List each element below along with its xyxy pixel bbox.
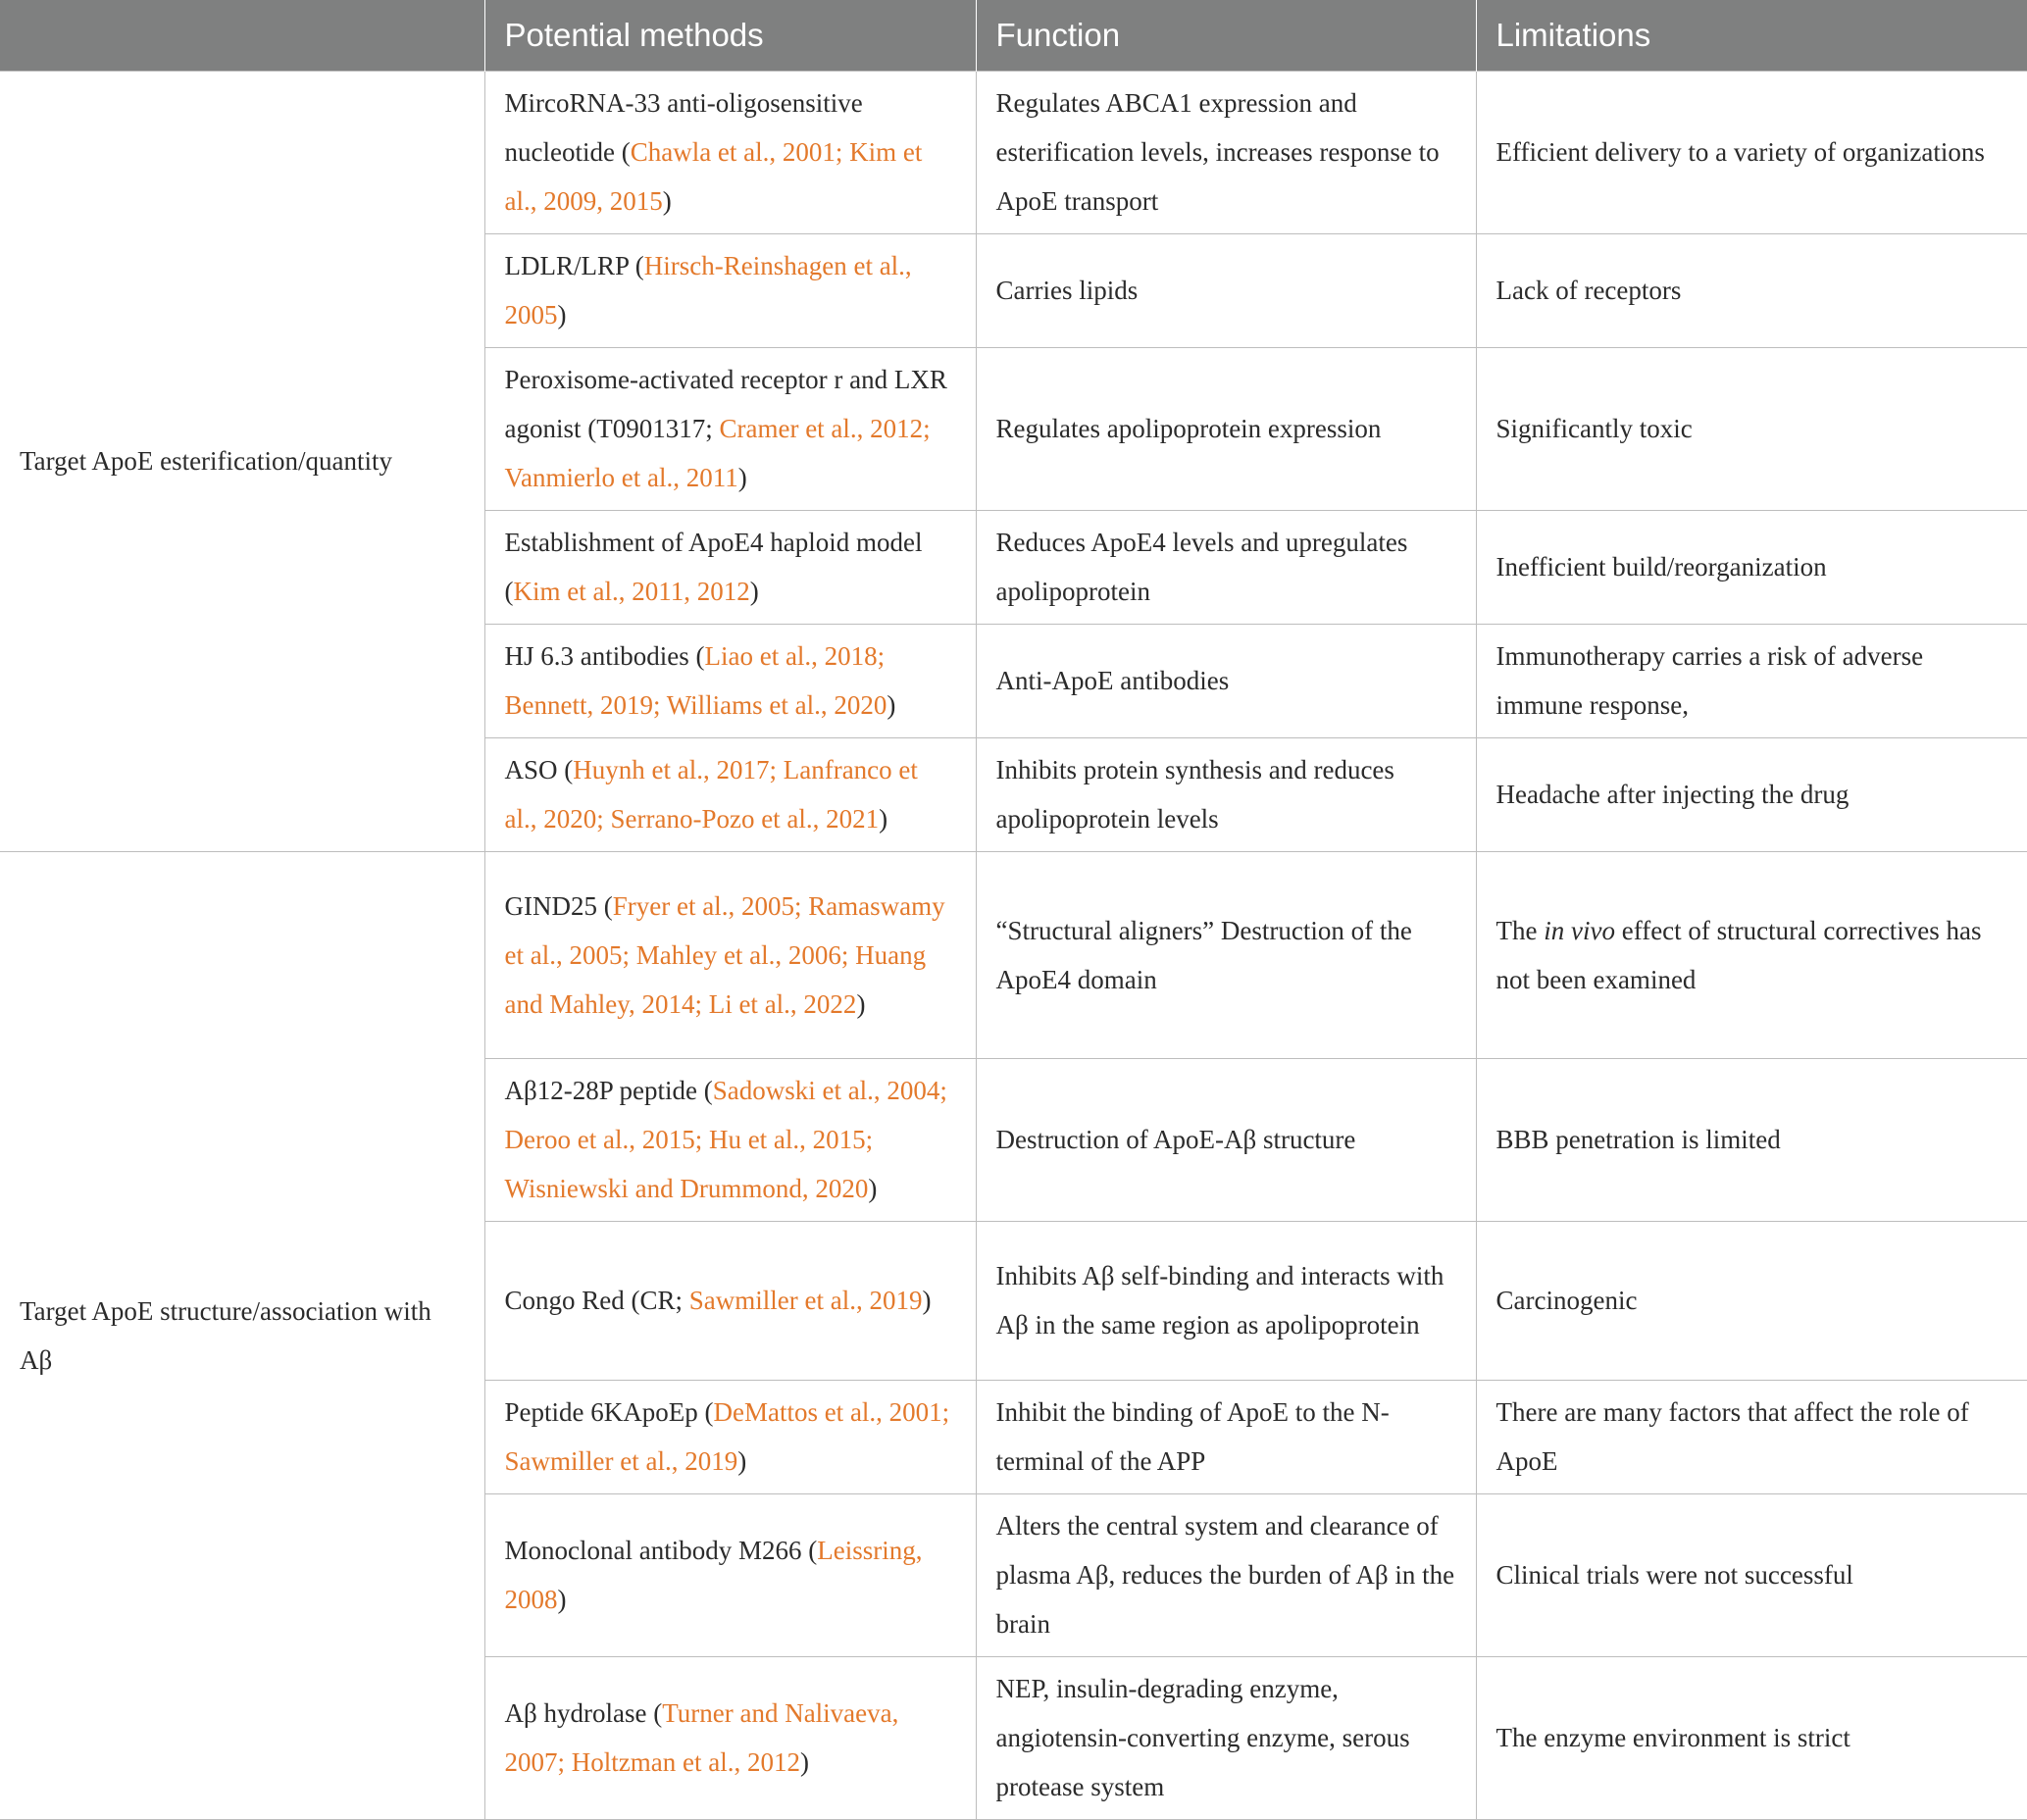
- limitation-cell: There are many factors that affect the role of ApoE: [1476, 1381, 2027, 1494]
- table-row: [0, 852, 2027, 1059]
- citation-link[interactable]: Kim et al., 2011, 2012: [513, 577, 750, 606]
- method-cell: LDLR/LRP (Hirsch-Reinshagen et al., 2005): [484, 234, 976, 348]
- group-label-esterification: Target ApoE esterification/quantity: [0, 72, 484, 852]
- method-cell: Peroxisome-activated receptor r and LXR agonist (T0901317; Cramer et al., 2012; Vanmierlo et al., 2011): [484, 348, 976, 511]
- function-cell: Regulates ABCA1 expression and esterification levels, increases response to ApoE transport: [976, 72, 1476, 234]
- function-cell: Reduces ApoE4 levels and upregulates apolipoprotein: [976, 511, 1476, 625]
- method-cell: Peptide 6KApoEp (DeMattos et al., 2001; Sawmiller et al., 2019): [484, 1381, 976, 1494]
- limitation-cell: Efficient delivery to a variety of organizations: [1476, 72, 2027, 234]
- limitation-cell: Clinical trials were not successful: [1476, 1494, 2027, 1657]
- citation-link[interactable]: Fryer et al., 2005; Ramaswamy et al., 2005; Mahley et al., 2006; Huang and Mahley, 2014; Li et al., 2022: [504, 890, 945, 1019]
- limitation-cell: BBB penetration is limited: [1476, 1059, 2027, 1222]
- citation-link[interactable]: Leissring, 2008: [504, 1536, 923, 1614]
- function-cell: Regulates apolipoprotein expression: [976, 348, 1476, 511]
- method-cell: Congo Red (CR; Sawmiller et al., 2019): [484, 1222, 976, 1381]
- method-cell: Establishment of ApoE4 haploid model (Kim et al., 2011, 2012): [484, 511, 976, 625]
- citation-link[interactable]: Liao et al., 2018; Bennett, 2019; Williams et al., 2020: [504, 641, 887, 720]
- citation-link[interactable]: Hirsch-Reinshagen et al., 2005: [504, 251, 912, 329]
- citation-link[interactable]: Cramer et al., 2012; Vanmierlo et al., 2011: [504, 414, 931, 492]
- function-cell: Carries lipids: [976, 234, 1476, 348]
- citation-link[interactable]: Sadowski et al., 2004; Deroo et al., 2015; Hu et al., 2015; Wisniewski and Drummond, 2020: [504, 1076, 947, 1203]
- method-cell: Monoclonal antibody M266 (Leissring, 2008): [484, 1494, 976, 1657]
- header-potential-methods: Potential methods: [484, 0, 976, 72]
- method-cell: ASO (Huynh et al., 2017; Lanfranco et al., 2020; Serrano-Pozo et al., 2021): [484, 738, 976, 852]
- citation-link[interactable]: Huynh et al., 2017; Lanfranco et al., 2020; Serrano-Pozo et al., 2021: [504, 755, 918, 834]
- limitation-cell: Headache after injecting the drug: [1476, 738, 2027, 852]
- limitation-cell: The enzyme environment is strict: [1476, 1657, 2027, 1820]
- function-cell: Destruction of ApoE-Aβ structure: [976, 1059, 1476, 1222]
- function-cell: Inhibits protein synthesis and reduces apolipoprotein levels: [976, 738, 1476, 852]
- method-cell: Aβ12-28P peptide (Sadowski et al., 2004; Deroo et al., 2015; Hu et al., 2015; Wisniewski and Drummond, 2020): [484, 1059, 976, 1222]
- function-cell: NEP, insulin-degrading enzyme, angiotensin-converting enzyme, serous protease system: [976, 1657, 1476, 1820]
- method-cell: GIND25 (Fryer et al., 2005; Ramaswamy et al., 2005; Mahley et al., 2006; Huang and Mahley, 2014; Li et al., 2022): [484, 852, 976, 1059]
- method-cell: Aβ hydrolase (Turner and Nalivaeva, 2007; Holtzman et al., 2012): [484, 1657, 976, 1820]
- group-label-structure: Target ApoE structure/association with Aβ: [0, 852, 484, 1820]
- citation-link[interactable]: Turner and Nalivaeva, 2007; Holtzman et al., 2012: [504, 1698, 899, 1777]
- citation-link[interactable]: Chawla et al., 2001; Kim et al., 2009, 2015: [504, 137, 923, 216]
- limitation-cell: Significantly toxic: [1476, 348, 2027, 511]
- table-row: [0, 72, 2027, 234]
- header-limitations: Limitations: [1476, 0, 2027, 72]
- header-row: [0, 0, 2027, 72]
- limitation-cell: The in vivo effect of structural correctives has not been examined: [1476, 852, 2027, 1059]
- method-cell: MircoRNA-33 anti-oligosensitive nucleotide (Chawla et al., 2001; Kim et al., 2009, 2015): [484, 72, 976, 234]
- citation-link[interactable]: Sawmiller et al., 2019: [688, 1286, 923, 1315]
- function-cell: “Structural aligners” Destruction of the ApoE4 domain: [976, 852, 1476, 1059]
- function-cell: Inhibit the binding of ApoE to the N-terminal of the APP: [976, 1381, 1476, 1494]
- function-cell: Anti-ApoE antibodies: [976, 625, 1476, 738]
- citation-link[interactable]: DeMattos et al., 2001; Sawmiller et al., 2019: [504, 1397, 950, 1476]
- function-cell: Inhibits Aβ self-binding and interacts with Aβ in the same region as apolipoprotein: [976, 1222, 1476, 1381]
- method-cell: HJ 6.3 antibodies (Liao et al., 2018; Bennett, 2019; Williams et al., 2020): [484, 625, 976, 738]
- limitation-cell: Lack of receptors: [1476, 234, 2027, 348]
- limitation-cell: Immunotherapy carries a risk of adverse immune response,: [1476, 625, 2027, 738]
- header-category: [0, 0, 484, 72]
- limitation-cell: Inefficient build/reorganization: [1476, 511, 2027, 625]
- header-function: Function: [976, 0, 1476, 72]
- function-cell: Alters the central system and clearance of plasma Aβ, reduces the burden of Aβ in the brain: [976, 1494, 1476, 1657]
- limitation-cell: Carcinogenic: [1476, 1222, 2027, 1381]
